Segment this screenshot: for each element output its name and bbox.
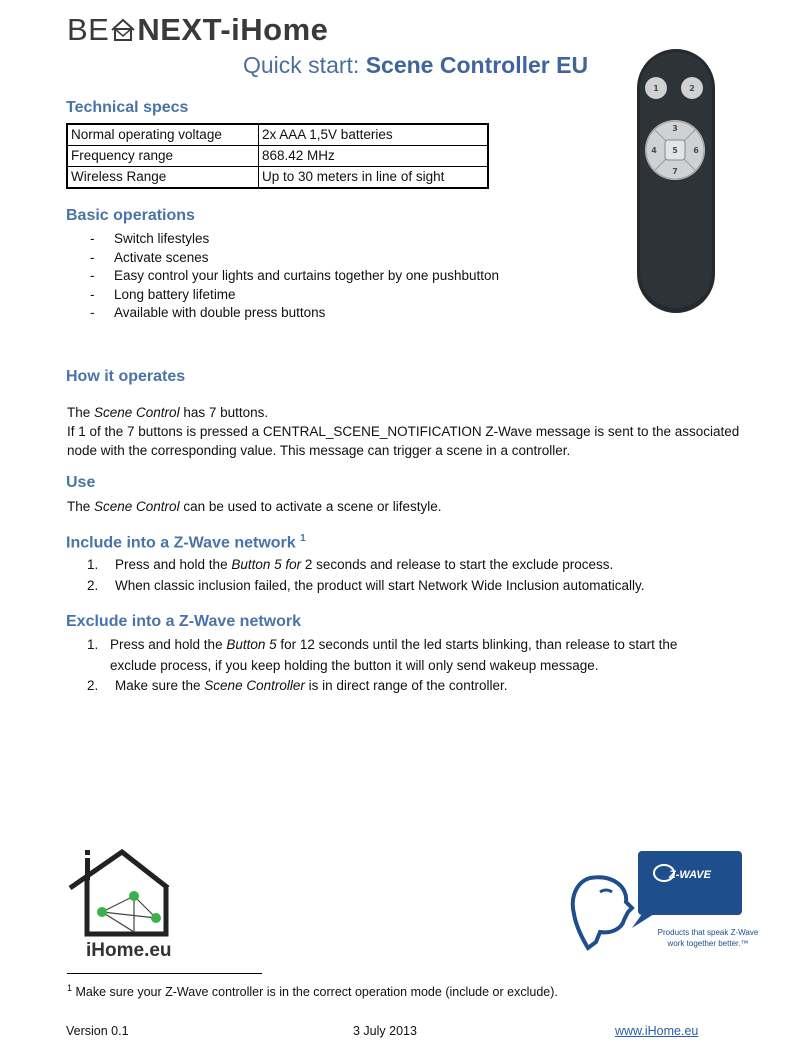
list-item <box>90 230 499 249</box>
bullet: - <box>90 231 95 246</box>
list-item <box>90 249 499 268</box>
specs-table <box>66 123 489 189</box>
zwave-tagline-1: Products that speak Z-Wave <box>657 928 759 937</box>
brand-prefix: BE <box>67 12 110 47</box>
remote-label-6: 6 <box>693 146 699 155</box>
spec-label: Wireless Range <box>67 167 259 189</box>
zwave-speech-icon <box>566 848 759 968</box>
remote-label-2: 2 <box>689 84 695 93</box>
text-line: node with the corresponding value. This message can trigger a scene in a controller. <box>67 443 571 458</box>
brand-suffix: NEXT-iHome <box>137 12 329 47</box>
remote-label-7: 7 <box>672 167 678 176</box>
list-item-continuation: exclude process, if you keep holding the button it will only send wakeup message. <box>110 657 599 673</box>
list-item: 1. Press and hold the Button 5 for 2 seconds and release to start the exclude process. <box>87 557 614 572</box>
basic-operations-heading: Basic operations <box>66 207 195 224</box>
list-item-text: Activate scenes <box>114 249 209 265</box>
bullet: - <box>90 268 95 283</box>
how-it-operates-text <box>67 403 739 460</box>
list-item <box>90 267 499 286</box>
use-heading: Use <box>66 474 96 491</box>
remote-label-1: 1 <box>653 84 659 93</box>
list-item-text: Switch lifestyles <box>114 231 210 246</box>
list-item <box>90 286 499 305</box>
zwave-tagline-2: work together better.™ <box>667 939 749 948</box>
footer-version: Version 0.1 <box>66 1024 129 1038</box>
footnote-divider <box>67 973 262 974</box>
zwave-logo <box>566 848 759 968</box>
list-item-text: Available with double press buttons <box>114 305 326 320</box>
remote-label-5: 5 <box>672 146 678 155</box>
include-steps <box>87 555 644 596</box>
how-it-operates-heading: How it operates <box>66 368 186 385</box>
text-line: The Scene Control has 7 buttons. <box>67 405 269 420</box>
footnote-text: Make sure your Z-Wave controller is in the correct operation mode (include or exclude). <box>72 985 558 1000</box>
house-mail-icon <box>110 18 136 42</box>
table-row <box>67 124 488 146</box>
operations-list <box>90 230 499 323</box>
ihome-house-icon <box>66 848 176 940</box>
brand-logo <box>67 12 328 48</box>
remote-label-3: 3 <box>672 124 678 133</box>
footnote <box>67 983 558 999</box>
spec-label: Frequency range <box>67 146 259 167</box>
title-prefix: Quick start: <box>243 52 366 78</box>
list-item: 1. Press and hold the Button 5 for 12 seconds until the led starts blinking, than release to start the <box>87 637 678 652</box>
remote-label-4: 4 <box>651 146 657 155</box>
list-item: 2. Make sure the Scene Controller is in direct range of the controller. <box>87 678 508 693</box>
spec-value: 868.42 MHz <box>259 146 489 167</box>
spec-label: Normal operating voltage <box>67 124 259 146</box>
footer-link-container <box>615 1024 698 1038</box>
page-title <box>243 52 588 79</box>
title-product: Scene Controller EU <box>365 52 589 78</box>
bullet: - <box>90 305 95 320</box>
ihome-logo-text: iHome.eu <box>86 940 172 961</box>
technical-specs-heading: Technical specs <box>66 99 189 116</box>
zwave-wordmark: Z-WAVE <box>669 869 711 881</box>
include-heading: Include into a Z-Wave network $^1$ <box>66 533 306 552</box>
footer-date: 3 July 2013 <box>353 1024 417 1038</box>
list-item-text: Easy control your lights and curtains together by one pushbutton <box>114 268 499 283</box>
website-link[interactable]: www.iHome.eu <box>615 1024 699 1038</box>
list-item-text: Long battery lifetime <box>114 286 236 302</box>
ihome-logo <box>66 848 176 966</box>
list-item: 2. When classic inclusion failed, the product will start Network Wide Inclusion automatically. <box>87 577 645 593</box>
table-row <box>67 146 488 167</box>
exclude-heading: Exclude into a Z-Wave network <box>66 613 302 630</box>
spec-value: Up to 30 meters in line of sight <box>259 167 489 189</box>
text-line: If 1 of the 7 buttons is pressed a CENTRAL_SCENE_NOTIFICATION Z-Wave message is sent to the associated <box>67 424 740 439</box>
table-row <box>67 167 488 189</box>
use-text: The Scene Control can be used to activate a scene or lifestyle. <box>67 499 442 514</box>
footnote-number: 1 <box>67 983 73 993</box>
exclude-steps <box>87 635 677 697</box>
footnote-ref: 1 <box>300 533 306 544</box>
remote-control-image <box>636 48 716 314</box>
spec-value: 2x AAA 1,5V batteries <box>259 124 489 146</box>
list-item <box>90 304 499 323</box>
bullet: - <box>90 249 95 265</box>
bullet: - <box>90 286 95 302</box>
